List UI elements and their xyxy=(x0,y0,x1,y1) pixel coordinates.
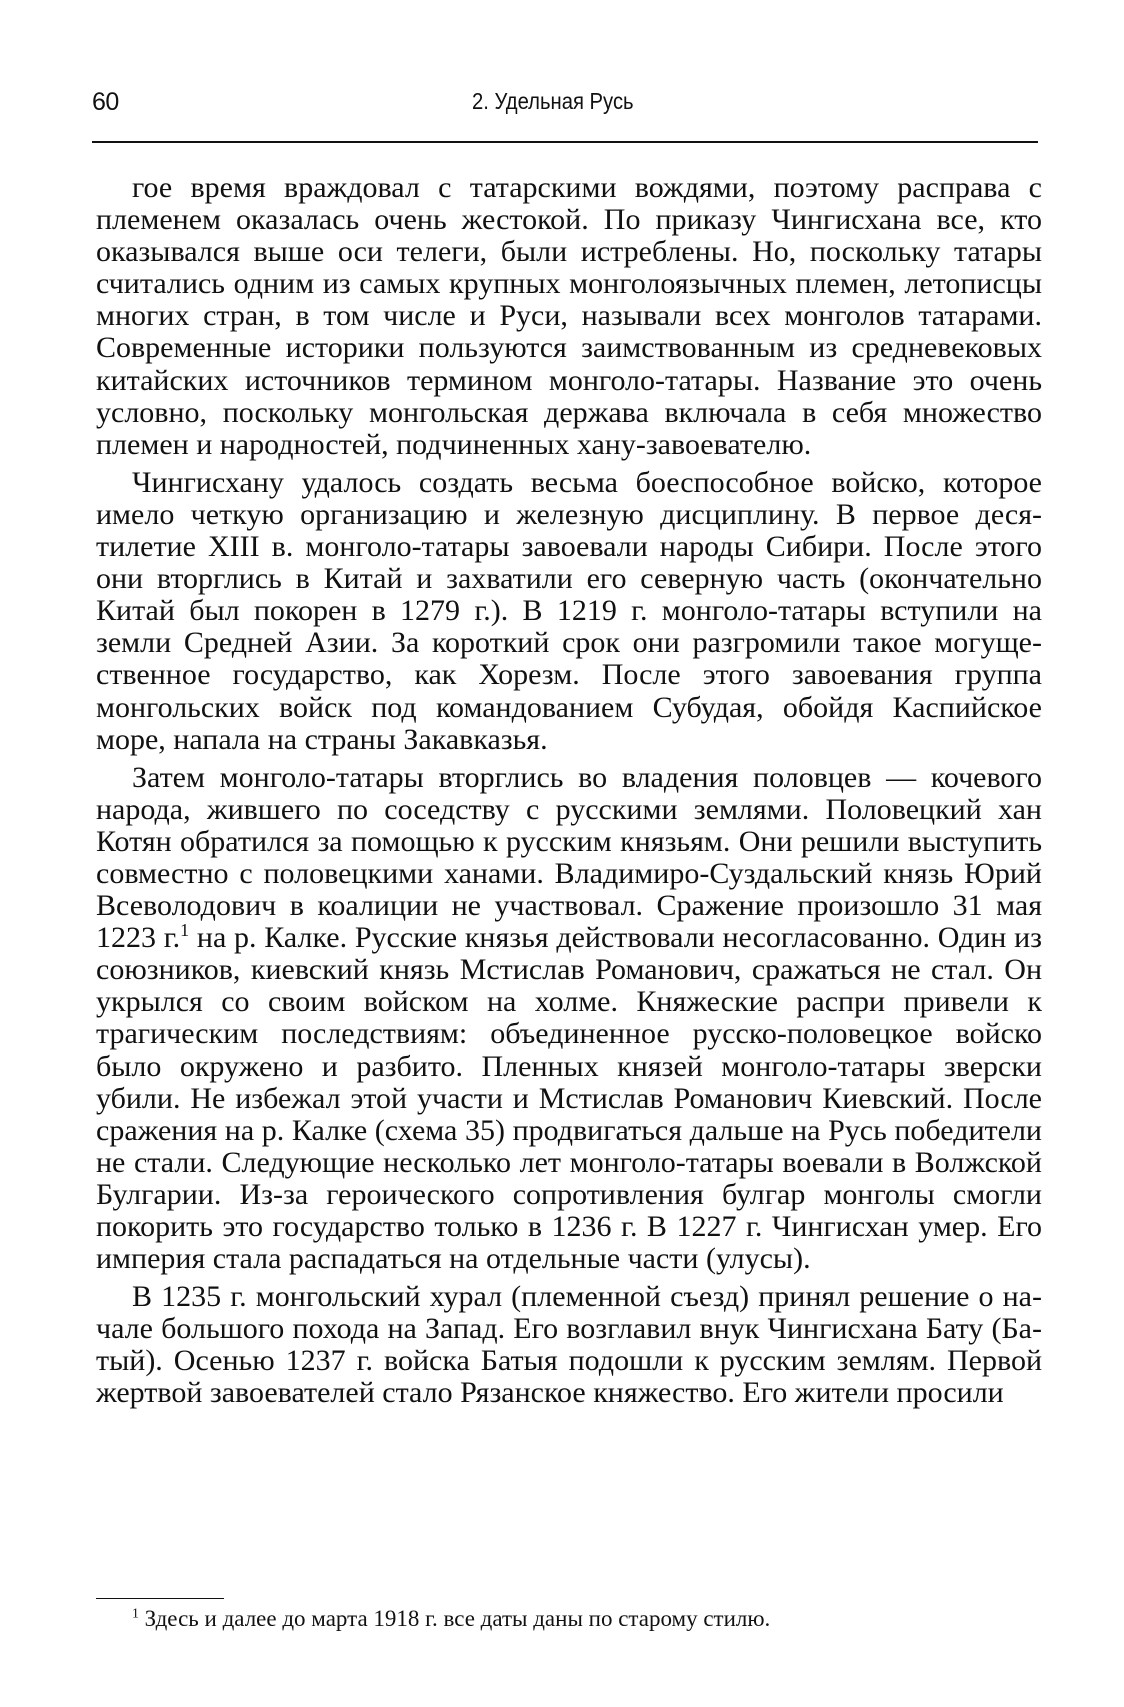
page-number: 60 xyxy=(92,88,119,116)
running-title: 2. Удельная Русь xyxy=(472,88,634,114)
paragraph-2: Чингисхану удалось создать весьма боеспособное войско, которое имело четкую организацию и железную дисциплину. В первое десятилетие XIII в. монголо-татары завоевали народы Сибири. После этого они вторглись в Китай и захватили его северную часть (окончательно Китай был покорен в 1279 г.). В 1219 г. монголо-татары вступили на земли Средней Азии. За короткий срок они разгромили такое могущественное государство, как Хорезм. После этого завоевания группа монгольских войск под командованием Субудая, обойдя Каспийское море, напала на страны Закавказья. xyxy=(96,465,1042,756)
header-rule xyxy=(92,141,1038,143)
footnote-text: Здесь и далее до марта 1918 г. все даты даны по старому стилю. xyxy=(144,1606,771,1631)
paragraph-1: гое время враждовал с татарскими вождями, поэтому расправа с племенем оказалась очень жестокой. По приказу Чингисхана все, кто оказывался выше оси телеги, были истреблены. Но, поскольку татары считались одним из самых крупных монголоязычных племен, летописцы многих стран, в том числе и Руси, называли всех монголов татарами. Современные историки пользуются заимствованным из средневековых китайских источников термином монголо-татары. Название это очень условно, поскольку монгольская держава включала в себя множество племен и народностей, подчиненных хану-завоевателю. xyxy=(96,171,1042,461)
footnote-rule xyxy=(96,1598,224,1599)
footnote-marker: 1 xyxy=(132,1605,139,1621)
body-text xyxy=(96,172,1042,1416)
footnote xyxy=(132,1606,770,1632)
paragraph-4: В 1235 г. монгольский хурал (племенной съезд) принял решение о начале большого похода на Запад. Его возглавил внук Чингисхана Бату (Батый). Осенью 1237 г. войска Батыя подошли к русским землям. Первой жертвой завоевателей стало Рязанское княжество. Его жители просили xyxy=(96,1280,1042,1410)
footnote-reference: 1 xyxy=(180,920,190,941)
paragraph-3 xyxy=(96,762,1042,1276)
paragraph-3-continued: на р. Калке. Русские князья действовали несогласованно. Один из союзников, киевский князь Мстислав Романович, сражаться не стал. Он укрылся со своим войском на холме. Княжеские распри привели к трагическим последствиям: объединенное русско-половецкое войско было окружено и разбито. Пленных князей монголо-татары зверски убили. Не избежал этой участи и Мстислав Романович Киевский. После сражения на р. Калке (схема 35) продвигаться дальше на Русь победители не стали. Следующие несколько лет монголо-татары воевали в Волжской Булгарии. Из-за героического сопротивления булгар монголы смогли покорить это государство только в 1236 г. В 1227 г. Чингисхан умер. Его империя стала распадаться на отдельные части (улусы). xyxy=(96,921,1043,1276)
paragraph-3-text: Затем монголо-татары вторглись во владения половцев — кочевого народа, жившего по соседству с русскими землями. Половецкий хан Котян обратился за помощью к русским князьям. Они решили выступить совместно с половецкими ханами. Владимиро-Суздальский князь Юрий Всеволодович в коалиции не участвовал. Сражение произошло 31 мая 1223 г. xyxy=(96,760,1042,955)
page-header xyxy=(92,88,1038,128)
